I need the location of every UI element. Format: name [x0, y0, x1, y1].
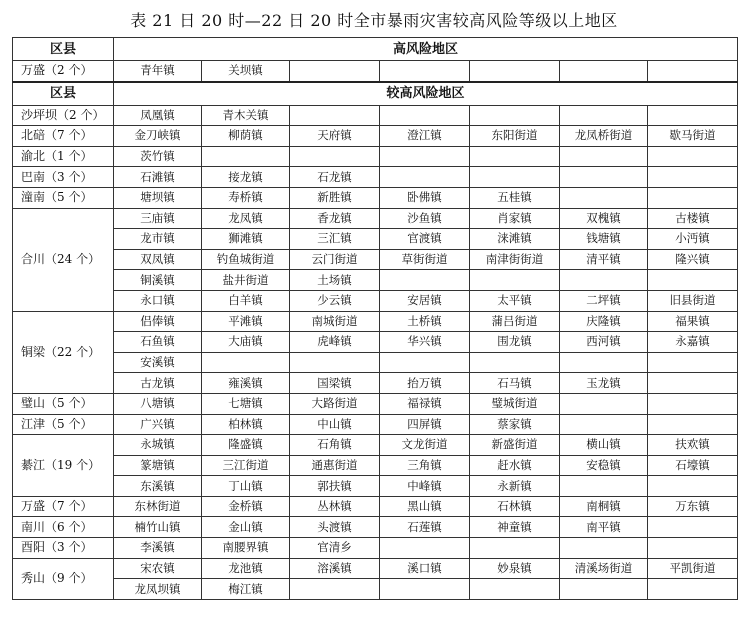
- town-cell: 澄江镇: [380, 126, 470, 147]
- town-cell: 郭扶镇: [290, 476, 380, 497]
- town-cell: 钓鱼城街道: [202, 249, 290, 270]
- town-cell: 凤凰镇: [114, 105, 202, 126]
- town-cell: 溶溪镇: [290, 558, 380, 579]
- table-row: [13, 517, 738, 538]
- empty-cell: [648, 352, 738, 373]
- town-cell: 石壕镇: [648, 455, 738, 476]
- table-row: [13, 455, 738, 476]
- empty-cell: [560, 476, 648, 497]
- town-cell: 柳荫镇: [202, 126, 290, 147]
- empty-cell: [560, 146, 648, 167]
- table-row: [13, 414, 738, 435]
- town-cell: 清平镇: [560, 249, 648, 270]
- town-cell: 卧佛镇: [380, 187, 470, 208]
- empty-cell: [648, 476, 738, 497]
- empty-cell: [290, 579, 380, 600]
- empty-cell: [290, 146, 380, 167]
- table-row: [13, 146, 738, 167]
- header-county: 区县: [13, 38, 114, 61]
- town-cell: 文龙街道: [380, 435, 470, 456]
- town-cell: 石马镇: [470, 373, 560, 394]
- town-cell: 蔡家镇: [470, 414, 560, 435]
- table-row: [13, 558, 738, 579]
- town-cell: 草街街道: [380, 249, 470, 270]
- header-area: 高风险地区: [114, 38, 738, 61]
- town-cell: 沙鱼镇: [380, 208, 470, 229]
- town-cell: 龙凤镇: [202, 208, 290, 229]
- town-cell: 龙池镇: [202, 558, 290, 579]
- town-cell: 虎峰镇: [290, 332, 380, 353]
- county-cell: 沙坪坝（2 个）: [13, 105, 114, 126]
- town-cell: 龙凤坝镇: [114, 579, 202, 600]
- town-cell: 永口镇: [114, 290, 202, 311]
- empty-cell: [648, 393, 738, 414]
- town-cell: 石龙镇: [290, 167, 380, 188]
- table-row: [13, 208, 738, 229]
- town-cell: 七塘镇: [202, 393, 290, 414]
- section-header-row: [13, 38, 738, 61]
- empty-cell: [560, 61, 648, 82]
- town-cell: 华兴镇: [380, 332, 470, 353]
- empty-cell: [648, 187, 738, 208]
- empty-cell: [470, 61, 560, 82]
- town-cell: 关坝镇: [202, 61, 290, 82]
- table-row: [13, 332, 738, 353]
- header-area: 较高风险地区: [114, 82, 738, 106]
- town-cell: 南津街街道: [470, 249, 560, 270]
- table-row: [13, 249, 738, 270]
- town-cell: 横山镇: [560, 435, 648, 456]
- town-cell: 中山镇: [290, 414, 380, 435]
- county-cell: 北碚（7 个）: [13, 126, 114, 147]
- empty-cell: [560, 105, 648, 126]
- town-cell: 抬万镇: [380, 373, 470, 394]
- table-row: [13, 105, 738, 126]
- town-cell: 大庙镇: [202, 332, 290, 353]
- town-cell: 南桐镇: [560, 496, 648, 517]
- header-county: 区县: [13, 82, 114, 106]
- town-cell: 三角镇: [380, 455, 470, 476]
- table-row: [13, 373, 738, 394]
- town-cell: 隆兴镇: [648, 249, 738, 270]
- town-cell: 李溪镇: [114, 538, 202, 559]
- town-cell: 扶欢镇: [648, 435, 738, 456]
- town-cell: 双槐镇: [560, 208, 648, 229]
- empty-cell: [380, 352, 470, 373]
- town-cell: 广兴镇: [114, 414, 202, 435]
- empty-cell: [648, 61, 738, 82]
- town-cell: 三汇镇: [290, 229, 380, 250]
- table-title: 表 21 日 20 时—22 日 20 时全市暴雨灾害较高风险等级以上地区: [130, 11, 618, 30]
- table-row: [13, 538, 738, 559]
- town-cell: 五桂镇: [470, 187, 560, 208]
- town-cell: 狮滩镇: [202, 229, 290, 250]
- town-cell: 中峰镇: [380, 476, 470, 497]
- empty-cell: [648, 538, 738, 559]
- town-cell: 围龙镇: [470, 332, 560, 353]
- town-cell: 寿桥镇: [202, 187, 290, 208]
- county-cell: 巴南（3 个）: [13, 167, 114, 188]
- empty-cell: [470, 167, 560, 188]
- county-cell: 秀山（9 个）: [13, 558, 114, 599]
- town-cell: 古楼镇: [648, 208, 738, 229]
- empty-cell: [560, 270, 648, 291]
- county-cell: 渝北（1 个）: [13, 146, 114, 167]
- town-cell: 丛林镇: [290, 496, 380, 517]
- table-row: [13, 393, 738, 414]
- town-cell: 南平镇: [560, 517, 648, 538]
- town-cell: 八塘镇: [114, 393, 202, 414]
- town-cell: 石林镇: [470, 496, 560, 517]
- table-row: [13, 126, 738, 147]
- county-cell: 万盛（7 个）: [13, 496, 114, 517]
- town-cell: 肖家镇: [470, 208, 560, 229]
- empty-cell: [560, 414, 648, 435]
- town-cell: 土场镇: [290, 270, 380, 291]
- town-cell: 白羊镇: [202, 290, 290, 311]
- town-cell: 蒲吕街道: [470, 311, 560, 332]
- town-cell: 官清乡: [290, 538, 380, 559]
- town-cell: 丁山镇: [202, 476, 290, 497]
- town-cell: 三庙镇: [114, 208, 202, 229]
- empty-cell: [648, 270, 738, 291]
- empty-cell: [380, 579, 470, 600]
- town-cell: 金桥镇: [202, 496, 290, 517]
- town-cell: 南腰界镇: [202, 538, 290, 559]
- town-cell: 金刀峡镇: [114, 126, 202, 147]
- town-cell: 永嘉镇: [648, 332, 738, 353]
- town-cell: 平凯街道: [648, 558, 738, 579]
- town-cell: 青年镇: [114, 61, 202, 82]
- town-cell: 福禄镇: [380, 393, 470, 414]
- town-cell: 大路街道: [290, 393, 380, 414]
- county-cell: 潼南（5 个）: [13, 187, 114, 208]
- town-cell: 石莲镇: [380, 517, 470, 538]
- empty-cell: [290, 61, 380, 82]
- town-cell: 太平镇: [470, 290, 560, 311]
- county-cell: 璧山（5 个）: [13, 393, 114, 414]
- town-cell: 新盛街道: [470, 435, 560, 456]
- town-cell: 二坪镇: [560, 290, 648, 311]
- town-cell: 神童镇: [470, 517, 560, 538]
- empty-cell: [202, 352, 290, 373]
- empty-cell: [648, 146, 738, 167]
- section-header-row: [13, 82, 738, 106]
- town-cell: 石鱼镇: [114, 332, 202, 353]
- table-row: [13, 187, 738, 208]
- empty-cell: [380, 538, 470, 559]
- town-cell: 歇马街道: [648, 126, 738, 147]
- town-cell: 古龙镇: [114, 373, 202, 394]
- town-cell: 隆盛镇: [202, 435, 290, 456]
- town-cell: 石滩镇: [114, 167, 202, 188]
- empty-cell: [560, 579, 648, 600]
- town-cell: 永城镇: [114, 435, 202, 456]
- town-cell: 安溪镇: [114, 352, 202, 373]
- empty-cell: [470, 538, 560, 559]
- county-cell: 万盛（2 个）: [13, 61, 114, 82]
- town-cell: 雍溪镇: [202, 373, 290, 394]
- empty-cell: [560, 167, 648, 188]
- town-cell: 旧县街道: [648, 290, 738, 311]
- town-cell: 宋农镇: [114, 558, 202, 579]
- table-row: [13, 61, 738, 82]
- town-cell: 东阳街道: [470, 126, 560, 147]
- town-cell: 清溪场街道: [560, 558, 648, 579]
- town-cell: 东溪镇: [114, 476, 202, 497]
- empty-cell: [380, 146, 470, 167]
- empty-cell: [560, 187, 648, 208]
- empty-cell: [380, 270, 470, 291]
- empty-cell: [290, 105, 380, 126]
- table-row: [13, 290, 738, 311]
- town-cell: 双凤镇: [114, 249, 202, 270]
- town-cell: 溪口镇: [380, 558, 470, 579]
- town-cell: 塘坝镇: [114, 187, 202, 208]
- empty-cell: [290, 352, 380, 373]
- table-row: [13, 167, 738, 188]
- town-cell: 新胜镇: [290, 187, 380, 208]
- empty-cell: [470, 579, 560, 600]
- table-row: [13, 496, 738, 517]
- town-cell: 国梁镇: [290, 373, 380, 394]
- risk-table: [12, 37, 738, 600]
- town-cell: 头渡镇: [290, 517, 380, 538]
- empty-cell: [470, 105, 560, 126]
- empty-cell: [380, 167, 470, 188]
- town-cell: 玉龙镇: [560, 373, 648, 394]
- town-cell: 福果镇: [648, 311, 738, 332]
- table-row: [13, 311, 738, 332]
- town-cell: 盐井街道: [202, 270, 290, 291]
- empty-cell: [648, 579, 738, 600]
- town-cell: 香龙镇: [290, 208, 380, 229]
- town-cell: 龙市镇: [114, 229, 202, 250]
- empty-cell: [202, 146, 290, 167]
- town-cell: 官渡镇: [380, 229, 470, 250]
- town-cell: 云门街道: [290, 249, 380, 270]
- town-cell: 接龙镇: [202, 167, 290, 188]
- town-cell: 黑山镇: [380, 496, 470, 517]
- town-cell: 妙泉镇: [470, 558, 560, 579]
- town-cell: 铜溪镇: [114, 270, 202, 291]
- town-cell: 天府镇: [290, 126, 380, 147]
- empty-cell: [380, 61, 470, 82]
- town-cell: 安稳镇: [560, 455, 648, 476]
- empty-cell: [560, 538, 648, 559]
- empty-cell: [648, 105, 738, 126]
- town-cell: 万东镇: [648, 496, 738, 517]
- town-cell: 赶水镇: [470, 455, 560, 476]
- town-cell: 庆隆镇: [560, 311, 648, 332]
- table-row: [13, 270, 738, 291]
- empty-cell: [560, 393, 648, 414]
- town-cell: 少云镇: [290, 290, 380, 311]
- town-cell: 钱塘镇: [560, 229, 648, 250]
- table-row: [13, 229, 738, 250]
- town-cell: 西河镇: [560, 332, 648, 353]
- empty-cell: [648, 373, 738, 394]
- town-cell: 侣俸镇: [114, 311, 202, 332]
- town-cell: 涞滩镇: [470, 229, 560, 250]
- town-cell: 三江街道: [202, 455, 290, 476]
- empty-cell: [648, 414, 738, 435]
- town-cell: 安居镇: [380, 290, 470, 311]
- town-cell: 东林街道: [114, 496, 202, 517]
- town-cell: 土桥镇: [380, 311, 470, 332]
- empty-cell: [470, 352, 560, 373]
- town-cell: 龙凤桥街道: [560, 126, 648, 147]
- county-cell: 江津（5 个）: [13, 414, 114, 435]
- town-cell: 石角镇: [290, 435, 380, 456]
- empty-cell: [380, 105, 470, 126]
- county-cell: 合川（24 个）: [13, 208, 114, 311]
- town-cell: 通惠街道: [290, 455, 380, 476]
- empty-cell: [648, 167, 738, 188]
- town-cell: 篆塘镇: [114, 455, 202, 476]
- town-cell: 柏林镇: [202, 414, 290, 435]
- empty-cell: [648, 517, 738, 538]
- county-cell: 铜梁（22 个）: [13, 311, 114, 393]
- table-row: [13, 352, 738, 373]
- town-cell: 南城街道: [290, 311, 380, 332]
- town-cell: 小沔镇: [648, 229, 738, 250]
- county-cell: 酉阳（3 个）: [13, 538, 114, 559]
- table-row: [13, 579, 738, 600]
- empty-cell: [560, 352, 648, 373]
- town-cell: 四屏镇: [380, 414, 470, 435]
- table-row: [13, 435, 738, 456]
- town-cell: 永新镇: [470, 476, 560, 497]
- town-cell: 璧城街道: [470, 393, 560, 414]
- empty-cell: [470, 146, 560, 167]
- town-cell: 金山镇: [202, 517, 290, 538]
- county-cell: 綦江（19 个）: [13, 435, 114, 497]
- town-cell: 茨竹镇: [114, 146, 202, 167]
- town-cell: 平滩镇: [202, 311, 290, 332]
- table-row: [13, 476, 738, 497]
- empty-cell: [470, 270, 560, 291]
- town-cell: 梅江镇: [202, 579, 290, 600]
- town-cell: 青木关镇: [202, 105, 290, 126]
- county-cell: 南川（6 个）: [13, 517, 114, 538]
- town-cell: 楠竹山镇: [114, 517, 202, 538]
